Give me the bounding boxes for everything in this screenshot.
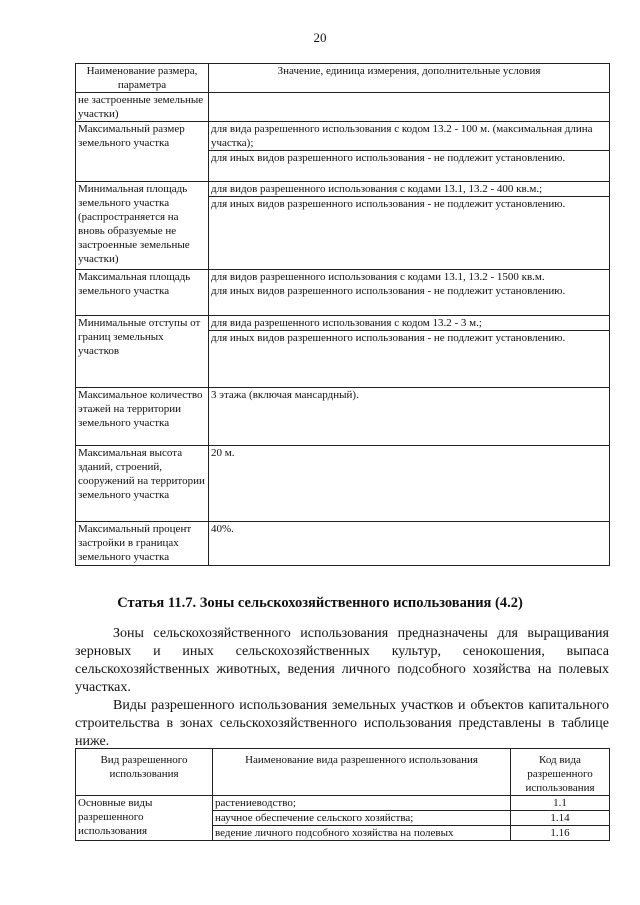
use-name: научное обеспечение сельского хозяйства; <box>213 811 511 826</box>
use-code: 1.16 <box>511 826 610 841</box>
parameter-value <box>209 182 610 270</box>
header-use-code: Код вида разрешенного использования <box>511 749 610 796</box>
parameters-table <box>75 63 610 566</box>
parameter-value <box>209 316 610 388</box>
use-name: ведение личного подсобного хозяйства на полевых <box>213 826 511 841</box>
table-row <box>76 182 610 270</box>
table-row <box>76 796 610 811</box>
header-use-name: Наименование вида разрешенного использования <box>213 749 511 796</box>
use-code: 1.14 <box>511 811 610 826</box>
table-row <box>76 446 610 522</box>
page-number: 20 <box>313 30 327 45</box>
table-header-row <box>76 749 610 796</box>
value-line: 40%. <box>211 523 234 535</box>
value-line: для вида разрешенного использования с кодом 13.2 - 100 м. (максимальная длина участка); <box>211 123 593 149</box>
value-line: для иных видов разрешенного использования - не подлежит установлению. <box>209 196 609 211</box>
parameter-name: Максимальный размер земельного участка <box>76 122 209 182</box>
article-title: Статья 11.7. Зоны сельскохозяйственного использования (4.2) <box>117 595 523 611</box>
parameter-name: Максимальная площадь земельного участка <box>76 270 209 316</box>
permitted-uses-table <box>75 748 610 841</box>
table-header-row <box>76 64 610 93</box>
header-parameter-value: Значение, единица измерения, дополнительные условия <box>209 64 610 93</box>
value-line: 3 этажа (включая мансардный). <box>211 389 359 401</box>
parameter-name: Минимальная площадь земельного участка (распространяется на вновь образуемые не застроенные земельные участки) <box>76 182 209 270</box>
parameter-value <box>209 446 610 522</box>
use-code: 1.1 <box>511 796 610 811</box>
value-line: для видов разрешенного использования с кодами 13.1, 13.2 - 400 кв.м.; <box>211 183 543 195</box>
use-name: растениеводство; <box>213 796 511 811</box>
table-row <box>76 270 610 316</box>
article-paragraph: Зоны сельскохозяйственного использования предназначены для выращивания зерновых и иных сельскохозяйственных культур, сенокошения, выпаса сельскохозяйственных животных, ведения личного подсобного хозяйства на полевых участках. <box>75 626 609 695</box>
value-line: 20 м. <box>211 447 235 459</box>
parameter-value <box>209 388 610 446</box>
table-row <box>76 122 610 182</box>
parameter-name: Минимальные отступы от границ земельных участков <box>76 316 209 388</box>
parameter-value <box>209 270 610 316</box>
parameter-value <box>209 93 610 122</box>
value-line: для вида разрешенного использования с кодом 13.2 - 3 м.; <box>211 317 482 329</box>
use-group-label: Основные виды разрешенного использования <box>76 796 213 841</box>
article-paragraph: Виды разрешенного использования земельных участков и объектов капитального строительства в зонах сельскохозяйственного использования представлены в таблице ниже. <box>75 698 609 749</box>
value-line: для видов разрешенного использования с кодами 13.1, 13.2 - 1500 кв.м. <box>211 271 545 283</box>
table-row <box>76 316 610 388</box>
parameter-name: Максимальное количество этажей на территории земельного участка <box>76 388 209 446</box>
parameter-name: не застроенные земельные участки) <box>76 93 209 122</box>
parameter-name: Максимальный процент застройки в границах земельного участка <box>76 522 209 566</box>
parameter-name: Максимальная высота зданий, строений, сооружений на территории земельного участка <box>76 446 209 522</box>
header-use-type: Вид разрешенного использования <box>76 749 213 796</box>
value-line: для иных видов разрешенного использования - не подлежит установлению. <box>209 330 609 345</box>
table-row <box>76 388 610 446</box>
value-line: для иных видов разрешенного использования - не подлежит установлению. <box>209 150 609 165</box>
header-parameter-name: Наименование размера, параметра <box>76 64 209 93</box>
table-row <box>76 93 610 122</box>
table-row <box>76 522 610 566</box>
parameter-value <box>209 522 610 566</box>
parameter-value <box>209 122 610 182</box>
value-line: для иных видов разрешенного использования - не подлежит установлению. <box>211 285 566 297</box>
